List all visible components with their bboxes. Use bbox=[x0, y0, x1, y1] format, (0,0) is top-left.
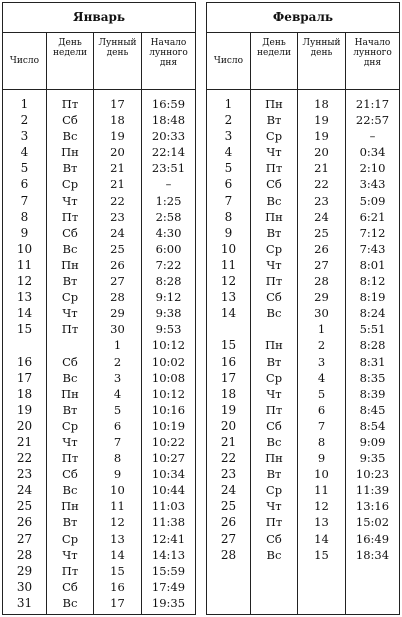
cell-lunar-day-start: 21:17 bbox=[355, 97, 390, 111]
cell-lunar-day-start: 22:57 bbox=[355, 113, 390, 128]
cell-date: 3 bbox=[224, 129, 233, 144]
cell-date: 4 bbox=[20, 145, 29, 160]
cell-weekday: Пн bbox=[265, 338, 283, 353]
cell-date: 1 bbox=[224, 97, 233, 111]
cell-date: 10 bbox=[16, 241, 33, 256]
cell-lunar-day: 13 bbox=[314, 515, 329, 530]
cell-lunar-day: 19 bbox=[314, 129, 329, 144]
cell-weekday: Ср bbox=[265, 241, 283, 256]
cell-weekday: Вт bbox=[266, 354, 282, 369]
cell-lunar-day-start: 8:54 bbox=[359, 418, 386, 433]
cell-weekday: Вт bbox=[266, 113, 282, 128]
cell-weekday: Пн bbox=[265, 209, 283, 224]
cell-weekday: Чт bbox=[62, 306, 78, 321]
column-lunar-day-start bbox=[141, 89, 195, 614]
cell-lunar-day-start: 9:53 bbox=[155, 322, 182, 337]
table-body bbox=[207, 89, 399, 614]
cell-lunar-day-start: 6:00 bbox=[155, 241, 182, 256]
cell-lunar-day: 7 bbox=[317, 418, 326, 433]
cell-lunar-day-start: 0:34 bbox=[359, 145, 386, 160]
cell-lunar-day-start: 8:12 bbox=[359, 274, 386, 289]
cell-lunar-day: 26 bbox=[314, 241, 329, 256]
cell-date: 29 bbox=[16, 563, 33, 578]
cell-lunar-day-start: 6:21 bbox=[359, 209, 386, 224]
cell-lunar-day-start: 8:39 bbox=[359, 386, 386, 401]
column-date bbox=[3, 89, 46, 614]
cell-lunar-day: 30 bbox=[314, 306, 329, 321]
cell-lunar-day: 14 bbox=[110, 547, 125, 562]
cell-weekday bbox=[47, 337, 93, 353]
cell-date: 12 bbox=[16, 274, 33, 289]
cell-date: 5 bbox=[224, 161, 233, 176]
cell-lunar-day-start: 10:16 bbox=[151, 402, 186, 417]
cell-lunar-day: 12 bbox=[314, 499, 329, 514]
cell-lunar-day: 25 bbox=[314, 225, 329, 240]
cell-lunar-day-start: 9:12 bbox=[155, 290, 182, 305]
cell-date: 7 bbox=[20, 193, 29, 208]
cell-weekday: Сб bbox=[266, 418, 282, 433]
cell-lunar-day: 30 bbox=[110, 322, 125, 337]
cell-weekday: Пн bbox=[61, 257, 79, 272]
cell-weekday: Пт bbox=[265, 402, 283, 417]
cell-lunar-day-start: 10:23 bbox=[355, 467, 390, 482]
cell-lunar-day-start: 10:22 bbox=[151, 434, 186, 449]
cell-date: 11 bbox=[220, 257, 237, 272]
cell-weekday: Ср bbox=[265, 483, 283, 498]
cell-lunar-day: 9 bbox=[317, 451, 326, 466]
cell-lunar-day: 19 bbox=[314, 113, 329, 128]
cell-lunar-day: 24 bbox=[110, 225, 125, 240]
cell-lunar-day-start: 16:59 bbox=[151, 97, 186, 111]
cell-lunar-day-start: 8:35 bbox=[359, 370, 386, 385]
cell-lunar-day: 20 bbox=[314, 145, 329, 160]
table-header bbox=[3, 33, 195, 90]
cell-lunar-day-start: 8:31 bbox=[359, 354, 386, 369]
cell-lunar-day-start: – bbox=[165, 177, 172, 192]
header-lunar-day: Лунный день bbox=[297, 33, 345, 89]
cell-lunar-day-start: 23:51 bbox=[151, 161, 186, 176]
cell-lunar-day: 19 bbox=[110, 129, 125, 144]
cell-date: 21 bbox=[16, 434, 33, 449]
cell-weekday: Чт bbox=[266, 499, 282, 514]
cell-date: 8 bbox=[20, 209, 29, 224]
header-weekday: День недели bbox=[46, 33, 93, 89]
cell-lunar-day-start: 16:49 bbox=[355, 531, 390, 546]
column-lunar-day bbox=[297, 89, 345, 614]
cell-lunar-day-start: 7:12 bbox=[359, 225, 386, 240]
cell-date: 21 bbox=[220, 434, 237, 449]
cell-lunar-day: 12 bbox=[110, 515, 125, 530]
cell-weekday: Чт bbox=[62, 434, 78, 449]
cell-lunar-day: 7 bbox=[113, 434, 122, 449]
cell-lunar-day: 8 bbox=[113, 451, 122, 466]
cell-weekday: Вс bbox=[62, 129, 78, 144]
cell-weekday: Чт bbox=[266, 145, 282, 160]
cell-lunar-day: 2 bbox=[113, 354, 122, 369]
cell-lunar-day: 8 bbox=[317, 434, 326, 449]
cell-lunar-day: 3 bbox=[317, 354, 326, 369]
cell-weekday: Пн bbox=[61, 386, 79, 401]
cell-lunar-day-start: 19:35 bbox=[151, 595, 186, 610]
cell-lunar-day-start: 12:41 bbox=[151, 531, 186, 546]
cell-weekday: Вт bbox=[62, 402, 78, 417]
cell-weekday: Пт bbox=[61, 451, 79, 466]
cell-weekday: Вт bbox=[62, 515, 78, 530]
header-weekday: День недели bbox=[250, 33, 297, 89]
cell-lunar-day-start: 14:13 bbox=[151, 547, 186, 562]
cell-lunar-day: 17 bbox=[110, 97, 125, 111]
cell-date: 6 bbox=[224, 177, 233, 192]
cell-lunar-day-start: 8:28 bbox=[359, 338, 386, 353]
cell-lunar-day: 27 bbox=[314, 257, 329, 272]
cell-lunar-day: 14 bbox=[314, 531, 329, 546]
cell-lunar-day: 22 bbox=[314, 177, 329, 192]
header-date: Число bbox=[9, 56, 40, 66]
cell-lunar-day: 21 bbox=[314, 161, 329, 176]
cell-date: 11 bbox=[16, 257, 33, 272]
cell-lunar-day-start: 11:39 bbox=[355, 483, 390, 498]
header-lunar-day: Лунный день bbox=[93, 33, 141, 89]
cell-lunar-day: 26 bbox=[110, 257, 125, 272]
cell-date: 20 bbox=[220, 418, 237, 433]
cell-lunar-day: 28 bbox=[110, 290, 125, 305]
cell-lunar-day-start: 10:08 bbox=[151, 370, 186, 385]
table-header bbox=[207, 33, 399, 90]
cell-weekday: Чт bbox=[62, 547, 78, 562]
cell-lunar-day-start: 4:30 bbox=[155, 225, 182, 240]
cell-lunar-day-start: 10:02 bbox=[151, 354, 186, 369]
cell-weekday: Ср bbox=[265, 370, 283, 385]
cell-lunar-day-start: 10:44 bbox=[151, 483, 186, 498]
cell-weekday: Пт bbox=[61, 209, 79, 224]
column-weekday bbox=[46, 89, 93, 614]
cell-date: 2 bbox=[20, 113, 29, 128]
cell-lunar-day-start: 13:16 bbox=[355, 499, 390, 514]
cell-weekday: Вс bbox=[62, 241, 78, 256]
cell-date: 14 bbox=[220, 306, 237, 321]
cell-lunar-day-start: 9:35 bbox=[359, 451, 386, 466]
cell-weekday: Сб bbox=[62, 354, 78, 369]
cell-weekday: Пн bbox=[265, 451, 283, 466]
cell-weekday: Вс bbox=[62, 370, 78, 385]
cell-lunar-day: 13 bbox=[110, 531, 125, 546]
cell-date: 6 bbox=[20, 177, 29, 192]
header-date: Число bbox=[213, 56, 244, 66]
cell-weekday: Пт bbox=[265, 161, 283, 176]
cell-lunar-day-start: 8:01 bbox=[359, 257, 386, 272]
cell-date: 28 bbox=[220, 547, 237, 562]
cell-lunar-day-start: 3:43 bbox=[359, 177, 386, 192]
january-table bbox=[2, 2, 196, 615]
cell-date: 25 bbox=[16, 499, 33, 514]
cell-lunar-day-start: 15:02 bbox=[355, 515, 390, 530]
cell-lunar-day: 4 bbox=[317, 370, 326, 385]
cell-date: 17 bbox=[16, 370, 33, 385]
cell-date: 19 bbox=[16, 402, 33, 417]
cell-lunar-day-start: 11:03 bbox=[151, 499, 186, 514]
cell-lunar-day-start: 8:24 bbox=[359, 306, 386, 321]
february-table bbox=[206, 2, 400, 615]
cell-weekday: Вт bbox=[266, 225, 282, 240]
month-title: Февраль bbox=[207, 3, 399, 33]
cell-lunar-day: 21 bbox=[110, 161, 125, 176]
cell-date: 10 bbox=[220, 241, 237, 256]
cell-weekday: Сб bbox=[62, 579, 78, 594]
cell-lunar-day-start: 8:19 bbox=[359, 290, 386, 305]
column-lunar-day-start bbox=[345, 89, 399, 614]
cell-date bbox=[3, 337, 46, 353]
header-lunar-day-start: Начало лунного дня bbox=[141, 33, 195, 89]
cell-lunar-day-start: 11:38 bbox=[151, 515, 186, 530]
cell-lunar-day-start: 10:12 bbox=[151, 386, 186, 401]
cell-weekday: Вс bbox=[62, 595, 78, 610]
cell-weekday: Пт bbox=[61, 97, 79, 111]
cell-lunar-day: 25 bbox=[110, 241, 125, 256]
cell-lunar-day-start: 5:09 bbox=[359, 193, 386, 208]
cell-weekday: Ср bbox=[61, 290, 79, 305]
cell-weekday: Пн bbox=[61, 145, 79, 160]
cell-date: 26 bbox=[220, 515, 237, 530]
cell-weekday: Пн bbox=[61, 499, 79, 514]
cell-lunar-day: 23 bbox=[314, 193, 329, 208]
cell-weekday: Ср bbox=[61, 418, 79, 433]
cell-lunar-day: 27 bbox=[110, 274, 125, 289]
cell-lunar-day: 3 bbox=[113, 370, 122, 385]
cell-lunar-day: 15 bbox=[110, 563, 125, 578]
cell-date: 5 bbox=[20, 161, 29, 176]
cell-weekday: Пт bbox=[61, 563, 79, 578]
cell-weekday bbox=[251, 321, 297, 337]
cell-lunar-day-start: 2:10 bbox=[359, 161, 386, 176]
month-title: Январь bbox=[3, 3, 195, 33]
cell-date: 8 bbox=[224, 209, 233, 224]
cell-lunar-day-start: 20:33 bbox=[151, 129, 186, 144]
cell-date: 23 bbox=[220, 467, 237, 482]
cell-lunar-day: 9 bbox=[113, 467, 122, 482]
cell-weekday: Ср bbox=[61, 531, 79, 546]
cell-date: 24 bbox=[220, 483, 237, 498]
cell-date: 25 bbox=[220, 499, 237, 514]
cell-lunar-day: 11 bbox=[110, 499, 125, 514]
cell-date: 22 bbox=[16, 451, 33, 466]
cell-lunar-day: 6 bbox=[317, 402, 326, 417]
cell-date: 4 bbox=[224, 145, 233, 160]
cell-lunar-day-start: – bbox=[369, 129, 376, 144]
cell-lunar-day-start: 18:34 bbox=[355, 547, 390, 562]
cell-lunar-day-start: 7:22 bbox=[155, 257, 182, 272]
cell-lunar-day-start: 8:45 bbox=[359, 402, 386, 417]
cell-lunar-day-start: 5:51 bbox=[359, 322, 386, 337]
cell-lunar-day-start: 17:49 bbox=[151, 579, 186, 594]
cell-date: 30 bbox=[16, 579, 33, 594]
cell-weekday: Вт bbox=[62, 161, 78, 176]
cell-lunar-day-start: 10:27 bbox=[151, 451, 186, 466]
cell-lunar-day: 29 bbox=[314, 290, 329, 305]
cell-lunar-day-start: 10:34 bbox=[151, 467, 186, 482]
cell-lunar-day: 17 bbox=[110, 595, 125, 610]
cell-lunar-day-start: 9:38 bbox=[155, 306, 182, 321]
cell-date: 24 bbox=[16, 483, 33, 498]
cell-weekday: Сб bbox=[62, 113, 78, 128]
cell-date: 16 bbox=[16, 354, 33, 369]
cell-date: 2 bbox=[224, 113, 233, 128]
cell-weekday: Ср bbox=[265, 129, 283, 144]
cell-date: 18 bbox=[220, 386, 237, 401]
cell-weekday: Чт bbox=[266, 386, 282, 401]
cell-lunar-day: 15 bbox=[314, 547, 329, 562]
cell-date: 9 bbox=[224, 225, 233, 240]
cell-lunar-day: 28 bbox=[314, 274, 329, 289]
cell-lunar-day: 29 bbox=[110, 306, 125, 321]
cell-date: 27 bbox=[220, 531, 237, 546]
cell-lunar-day-start: 22:14 bbox=[151, 145, 186, 160]
cell-lunar-day: 20 bbox=[110, 145, 125, 160]
cell-date: 18 bbox=[16, 386, 33, 401]
cell-date: 22 bbox=[220, 451, 237, 466]
cell-lunar-day: 5 bbox=[113, 402, 122, 417]
cell-lunar-day: 21 bbox=[110, 177, 125, 192]
cell-weekday: Вс bbox=[62, 483, 78, 498]
cell-weekday: Сб bbox=[62, 225, 78, 240]
cell-lunar-day-start: 1:25 bbox=[155, 193, 182, 208]
cell-weekday: Сб bbox=[266, 177, 282, 192]
cell-lunar-day-start: 18:48 bbox=[151, 113, 186, 128]
cell-lunar-day: 1 bbox=[317, 322, 326, 337]
cell-weekday: Вт bbox=[62, 274, 78, 289]
cell-lunar-day: 4 bbox=[113, 386, 122, 401]
cell-weekday: Сб bbox=[62, 467, 78, 482]
cell-lunar-day-start: 10:12 bbox=[151, 338, 186, 353]
cell-lunar-day: 1 bbox=[113, 338, 122, 353]
cell-weekday: Вс bbox=[266, 193, 282, 208]
cell-date: 15 bbox=[220, 338, 237, 353]
cell-date: 1 bbox=[20, 97, 29, 111]
column-date bbox=[207, 89, 250, 614]
cell-lunar-day: 22 bbox=[110, 193, 125, 208]
cell-date: 13 bbox=[220, 290, 237, 305]
cell-lunar-day-start: 2:58 bbox=[155, 209, 182, 224]
cell-date: 13 bbox=[16, 290, 33, 305]
table-body bbox=[3, 89, 195, 614]
cell-date: 23 bbox=[16, 467, 33, 482]
cell-date: 19 bbox=[220, 402, 237, 417]
cell-weekday: Вс bbox=[266, 547, 282, 562]
cell-date: 14 bbox=[16, 306, 33, 321]
cell-weekday: Ср bbox=[61, 177, 79, 192]
cell-lunar-day: 10 bbox=[314, 467, 329, 482]
cell-lunar-day: 18 bbox=[110, 113, 125, 128]
cell-lunar-day: 2 bbox=[317, 338, 326, 353]
cell-lunar-day-start: 8:28 bbox=[155, 274, 182, 289]
cell-lunar-day: 18 bbox=[314, 97, 329, 111]
cell-weekday: Вс bbox=[266, 434, 282, 449]
cell-weekday: Вт bbox=[266, 467, 282, 482]
cell-date: 7 bbox=[224, 193, 233, 208]
cell-lunar-day: 5 bbox=[317, 386, 326, 401]
cell-weekday: Вс bbox=[266, 306, 282, 321]
cell-date: 9 bbox=[20, 225, 29, 240]
cell-weekday: Пн bbox=[265, 97, 283, 111]
cell-weekday: Пт bbox=[265, 515, 283, 530]
cell-date: 15 bbox=[16, 322, 33, 337]
cell-date: 26 bbox=[16, 515, 33, 530]
cell-date: 31 bbox=[16, 595, 33, 610]
cell-lunar-day: 24 bbox=[314, 209, 329, 224]
cell-date: 3 bbox=[20, 129, 29, 144]
cell-date bbox=[207, 321, 250, 337]
cell-lunar-day: 11 bbox=[314, 483, 329, 498]
column-lunar-day bbox=[93, 89, 141, 614]
cell-lunar-day: 10 bbox=[110, 483, 125, 498]
cell-lunar-day: 23 bbox=[110, 209, 125, 224]
cell-weekday: Чт bbox=[266, 257, 282, 272]
cell-date: 16 bbox=[220, 354, 237, 369]
cell-lunar-day-start: 15:59 bbox=[151, 563, 186, 578]
cell-date: 20 bbox=[16, 418, 33, 433]
cell-date: 17 bbox=[220, 370, 237, 385]
cell-weekday: Сб bbox=[266, 531, 282, 546]
cell-date: 27 bbox=[16, 531, 33, 546]
cell-weekday: Чт bbox=[62, 193, 78, 208]
cell-date: 12 bbox=[220, 274, 237, 289]
cell-lunar-day-start: 10:19 bbox=[151, 418, 186, 433]
cell-weekday: Пт bbox=[265, 274, 283, 289]
cell-weekday: Сб bbox=[266, 290, 282, 305]
cell-weekday: Пт bbox=[61, 322, 79, 337]
column-weekday bbox=[250, 89, 297, 614]
cell-lunar-day: 16 bbox=[110, 579, 125, 594]
cell-lunar-day-start: 9:09 bbox=[359, 434, 386, 449]
header-lunar-day-start: Начало лунного дня bbox=[345, 33, 399, 89]
cell-date: 28 bbox=[16, 547, 33, 562]
cell-lunar-day-start: 7:43 bbox=[359, 241, 386, 256]
cell-lunar-day: 6 bbox=[113, 418, 122, 433]
